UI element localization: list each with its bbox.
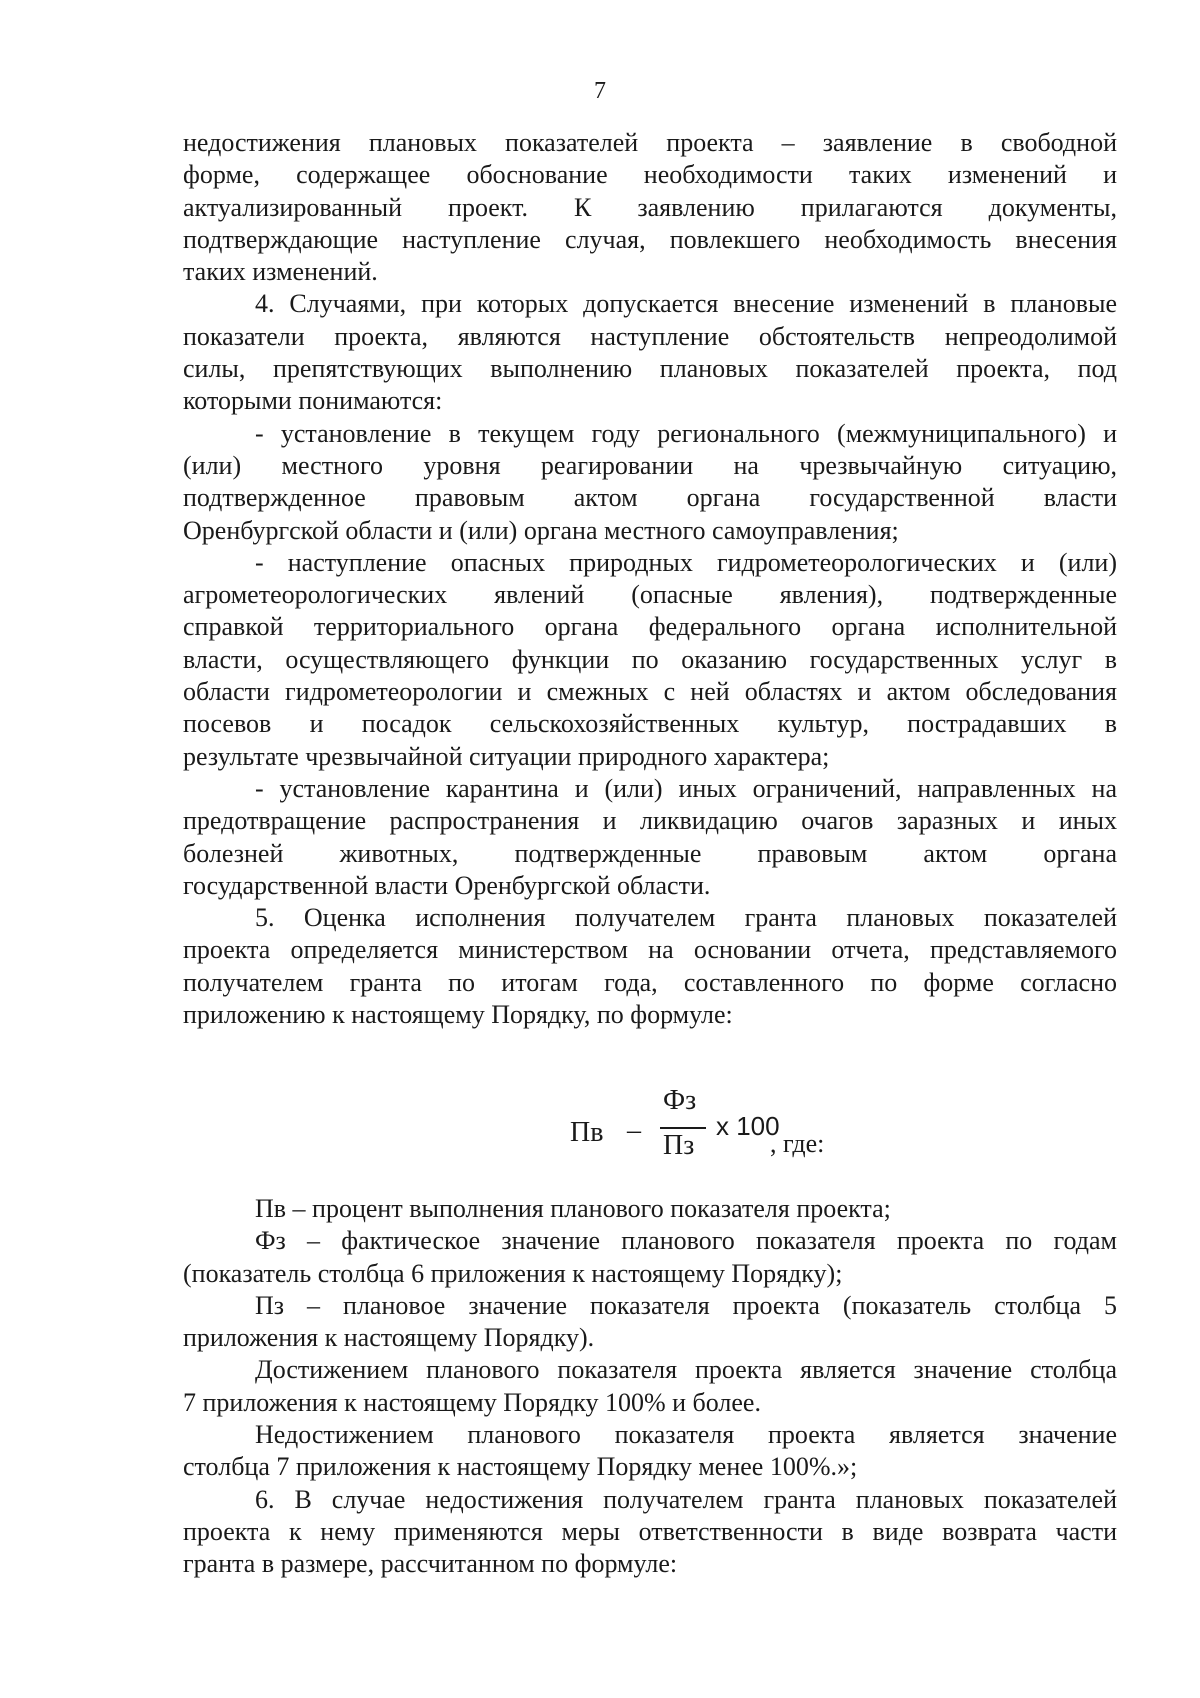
text-line: показатели проекта, являются наступление обстоятельств непреодолимой: [183, 321, 1117, 351]
formula: [570, 1085, 870, 1175]
text-line: справкой территориального органа федерального органа исполнительной: [183, 612, 1117, 642]
body-text-bottom: [183, 1193, 1117, 1581]
text-line: 4. Случаями, при которых допускается внесение изменений в плановые: [255, 289, 1117, 319]
text-line: 7 приложения к настоящему Порядку 100% и более.: [183, 1387, 761, 1417]
text-line: проекта к нему применяются меры ответственности в виде возврата части: [183, 1516, 1117, 1546]
text-line: столбца 7 приложения к настоящему Порядку менее 100%.»;: [183, 1452, 858, 1482]
text-line: - установление в текущем году регионального (межмуниципального) и: [255, 418, 1117, 448]
formula-multiplier: x 100: [716, 1111, 780, 1141]
text-line: агрометеорологических явлений (опасные явления), подтвержденные: [183, 580, 1117, 610]
body-text-top: [183, 127, 1117, 1031]
formula-denominator: Пз: [663, 1130, 695, 1161]
text-line: предотвращение распространения и ликвидацию очагов заразных и иных: [183, 806, 1117, 836]
text-line: которыми понимаются:: [183, 386, 443, 416]
text-line: приложения к настоящему Порядку).: [183, 1323, 595, 1353]
text-line: посевов и посадок сельскохозяйственных культур, пострадавших в: [183, 709, 1117, 739]
text-line: (показатель столбца 6 приложения к настоящему Порядку);: [183, 1258, 843, 1288]
text-line: таких изменений.: [183, 257, 378, 287]
text-line: получателем гранта по итогам года, составленного по форме согласно: [183, 967, 1117, 997]
text-line: Пз – плановое значение показателя проекта (показатель столбца 5: [255, 1290, 1117, 1320]
formula-suffix: , где:: [770, 1129, 825, 1158]
fraction-bar: [660, 1127, 706, 1129]
text-line: области гидрометеорологии и смежных с ней областях и актом обследования: [183, 677, 1117, 707]
text-line: 5. Оценка исполнения получателем гранта плановых показателей: [255, 903, 1117, 933]
text-line: приложению к настоящему Порядку, по формуле:: [183, 1000, 733, 1030]
text-line: подтверждающие наступление случая, повлекшего необходимость внесения: [183, 224, 1117, 254]
formula-equals: –: [627, 1115, 641, 1146]
text-line: проекта определяется министерством на основании отчета, представляемого: [183, 935, 1117, 965]
text-line: - установление карантина и (или) иных ограничений, направленных на: [255, 773, 1117, 803]
text-line: гранта в размере, рассчитанном по формуле:: [183, 1549, 678, 1579]
text-line: - наступление опасных природных гидрометеорологических и (или): [255, 547, 1117, 577]
text-line: актуализированный проект. К заявлению прилагаются документы,: [183, 192, 1117, 222]
text-line: подтвержденное правовым актом органа государственной власти: [183, 483, 1117, 513]
text-line: Недостижением планового показателя проекта является значение: [255, 1420, 1117, 1450]
text-line: Фз – фактическое значение планового показателя проекта по годам: [255, 1226, 1117, 1256]
formula-numerator: Фз: [663, 1085, 697, 1116]
text-line: недостижения плановых показателей проекта – заявление в свободной: [183, 128, 1117, 157]
text-line: Оренбургской области и (или) органа местного самоуправления;: [183, 515, 899, 545]
text-line: результате чрезвычайной ситуации природного характера;: [183, 741, 830, 771]
text-line: болезней животных, подтвержденные правовым актом органа: [183, 838, 1117, 868]
text-line: государственной власти Оренбургской области.: [183, 870, 711, 900]
text-line: власти, осуществляющего функции по оказанию государственных услуг в: [183, 644, 1117, 674]
text-line: Достижением планового показателя проекта является значение столбца: [255, 1355, 1117, 1385]
text-line: форме, содержащее обоснование необходимости таких изменений и: [183, 160, 1117, 190]
text-line: силы, препятствующих выполнению плановых показателей проекта, под: [183, 354, 1117, 384]
page-number: 7: [594, 78, 606, 104]
text-line: (или) местного уровня реагировании на чрезвычайную ситуацию,: [183, 450, 1117, 480]
text-line: Пв – процент выполнения планового показателя проекта;: [255, 1194, 891, 1223]
text-line: 6. В случае недостижения получателем гранта плановых показателей: [255, 1484, 1117, 1514]
formula-lhs: Пв: [570, 1117, 604, 1148]
